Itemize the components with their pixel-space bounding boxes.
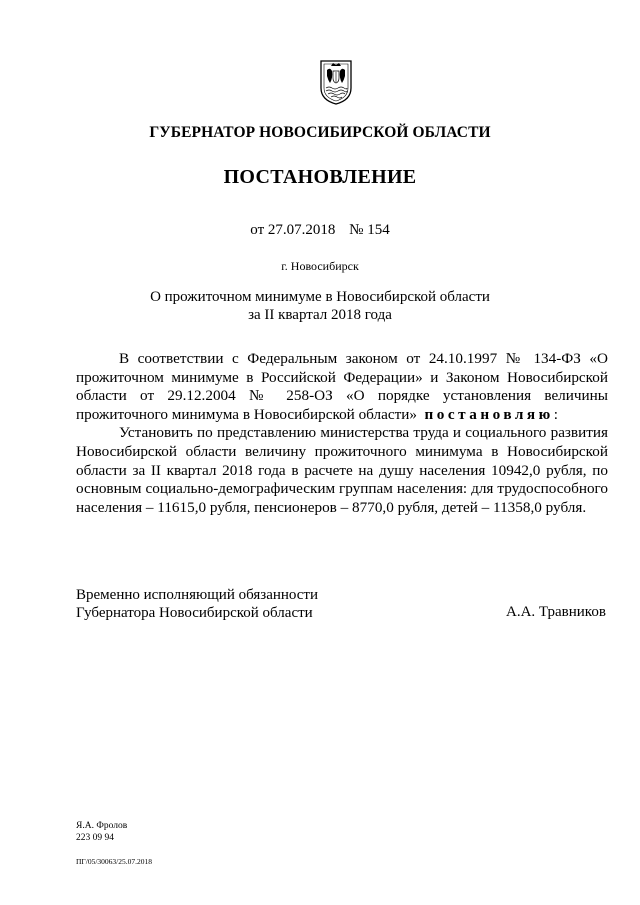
document-code: ПГ/05/30063/25.07.2018 (76, 857, 153, 866)
novosibirsk-coat-of-arms-icon (318, 58, 354, 106)
document-number: № 154 (349, 222, 390, 238)
signatory-position-line-2: Губернатора Новосибирской области (76, 605, 313, 621)
body-paragraph-1 (76, 350, 608, 424)
document-date-number (0, 222, 640, 239)
document-date: от 27.07.2018 (250, 222, 336, 238)
signatory-name: А.А. Травников (506, 604, 606, 620)
signatory-position (76, 586, 318, 622)
signatory-position-line-1: Временно исполняющий обязанности (76, 587, 319, 603)
decree-colon: : (553, 405, 558, 423)
body-paragraph-1-text: В соответствии с Федеральным законом от 24.10.1997 № 134-ФЗ «О прожиточном минимуме в Российской Федерации» и Законом Новосибирской области от 29.12.2004 № 258-ОЗ «О порядке установления величины прожиточного минимума в Новосибирской области» (76, 350, 608, 423)
decree-word: постановляю (424, 405, 554, 423)
executor-info (76, 820, 127, 844)
body-paragraph-2: Установить по представлению министерства труда и социального развития Новосибирской области величину прожиточного минимума в Новосибирской области за II квартал 2018 года в расчете на душу населения 10942,0 рубля, по основным социально-демографическим группам населения: для трудоспособного населения – 11615,0 рубля, пенсионеров – 8770,0 рубля, детей – 11358,0 рубля. (76, 424, 608, 516)
document-subject (0, 288, 640, 324)
authority-title: ГУБЕРНАТОР НОВОСИБИРСКОЙ ОБЛАСТИ (149, 124, 491, 141)
executor-name: Я.А. Фролов (76, 821, 128, 831)
subject-line-1: О прожиточном минимуме в Новосибирской области (150, 289, 490, 305)
executor-phone: 223 09 94 (76, 833, 114, 843)
document-body (76, 350, 608, 517)
document-type: ПОСТАНОВЛЕНИЕ (223, 166, 417, 188)
subject-line-2: за II квартал 2018 года (248, 307, 392, 323)
document-city: г. Новосибирск (281, 259, 359, 273)
